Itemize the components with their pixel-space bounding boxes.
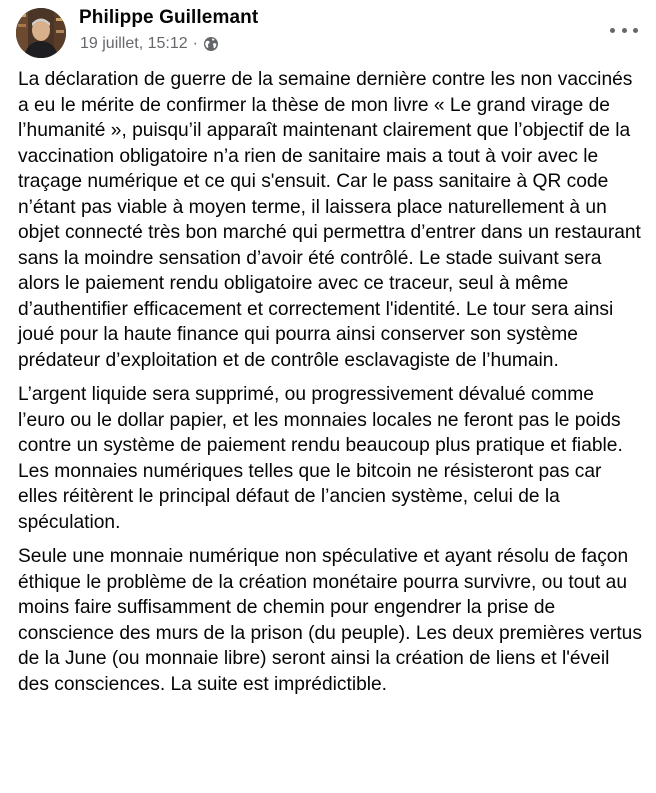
globe-icon[interactable] xyxy=(203,36,219,52)
post-paragraph-3: Seule une monnaie numérique non spéculative et ayant résolu de façon éthique le problème de la création monétaire pourra survivre, ou tout au moins faire suffisamment de chemin pour engendrer la prise de conscience des murs de la prison (du peuple). Les deux premières vertus de la June (ou monnaie libre) seront ainsi la création de liens et l'éveil des consciences. La suite est imprédictible. xyxy=(18,546,642,695)
post-paragraph-2: L’argent liquide sera supprimé, ou progressivement dévalué comme l’euro ou le dollar papier, et les monnaies locales ne feront pas le poids contre un système de paiement rendu beaucoup plus pratique et fiable. Les monnaies numériques telles que le bitcoin ne résisteront pas car elles réitèrent le principal défaut de l’ancien système, celui de la spéculation. xyxy=(18,384,623,533)
avatar-photo-icon xyxy=(16,8,66,58)
post-timestamp[interactable]: 19 juillet, 15:12 xyxy=(80,35,188,52)
meta-separator: · xyxy=(192,35,198,52)
post-header xyxy=(0,0,656,66)
more-dot xyxy=(622,28,627,33)
post-body xyxy=(18,67,644,697)
post-paragraph-1: La déclaration de guerre de la semaine dernière contre les non vaccinés a eu le mérite de confirmer la thèse de mon livre « Le grand virage de l’humanité », puisqu’il apparaît maintenant clairement que l’objectif de la vaccination obligatoire n’a rien de sanitaire mais a tout à voir avec le traçage numérique et ce qui s'ensuit. Car le pass sanitaire à QR code n’étant pas viable à moyen terme, il laissera place naturellement à un objet connecté très bon marché qui permettra d’entrer dans un restaurant sans la moindre sensation d’avoir été contrôlé. Le stade suivant sera alors le paiement rendu obligatoire avec ce traceur, seul à même d’authentifier efficacement et correctement l'identité. Le tour sera ainsi joué pour la haute finance qui pourra ainsi conserver son système prédateur d’exploitation et de contrôle esclavagiste de l’humain. xyxy=(18,69,641,371)
author-name[interactable]: Philippe Guillemant xyxy=(79,7,259,28)
post-meta xyxy=(80,35,219,53)
avatar[interactable] xyxy=(16,8,66,58)
more-options-icon[interactable] xyxy=(610,22,638,38)
more-dot xyxy=(610,28,615,33)
more-dot xyxy=(633,28,638,33)
